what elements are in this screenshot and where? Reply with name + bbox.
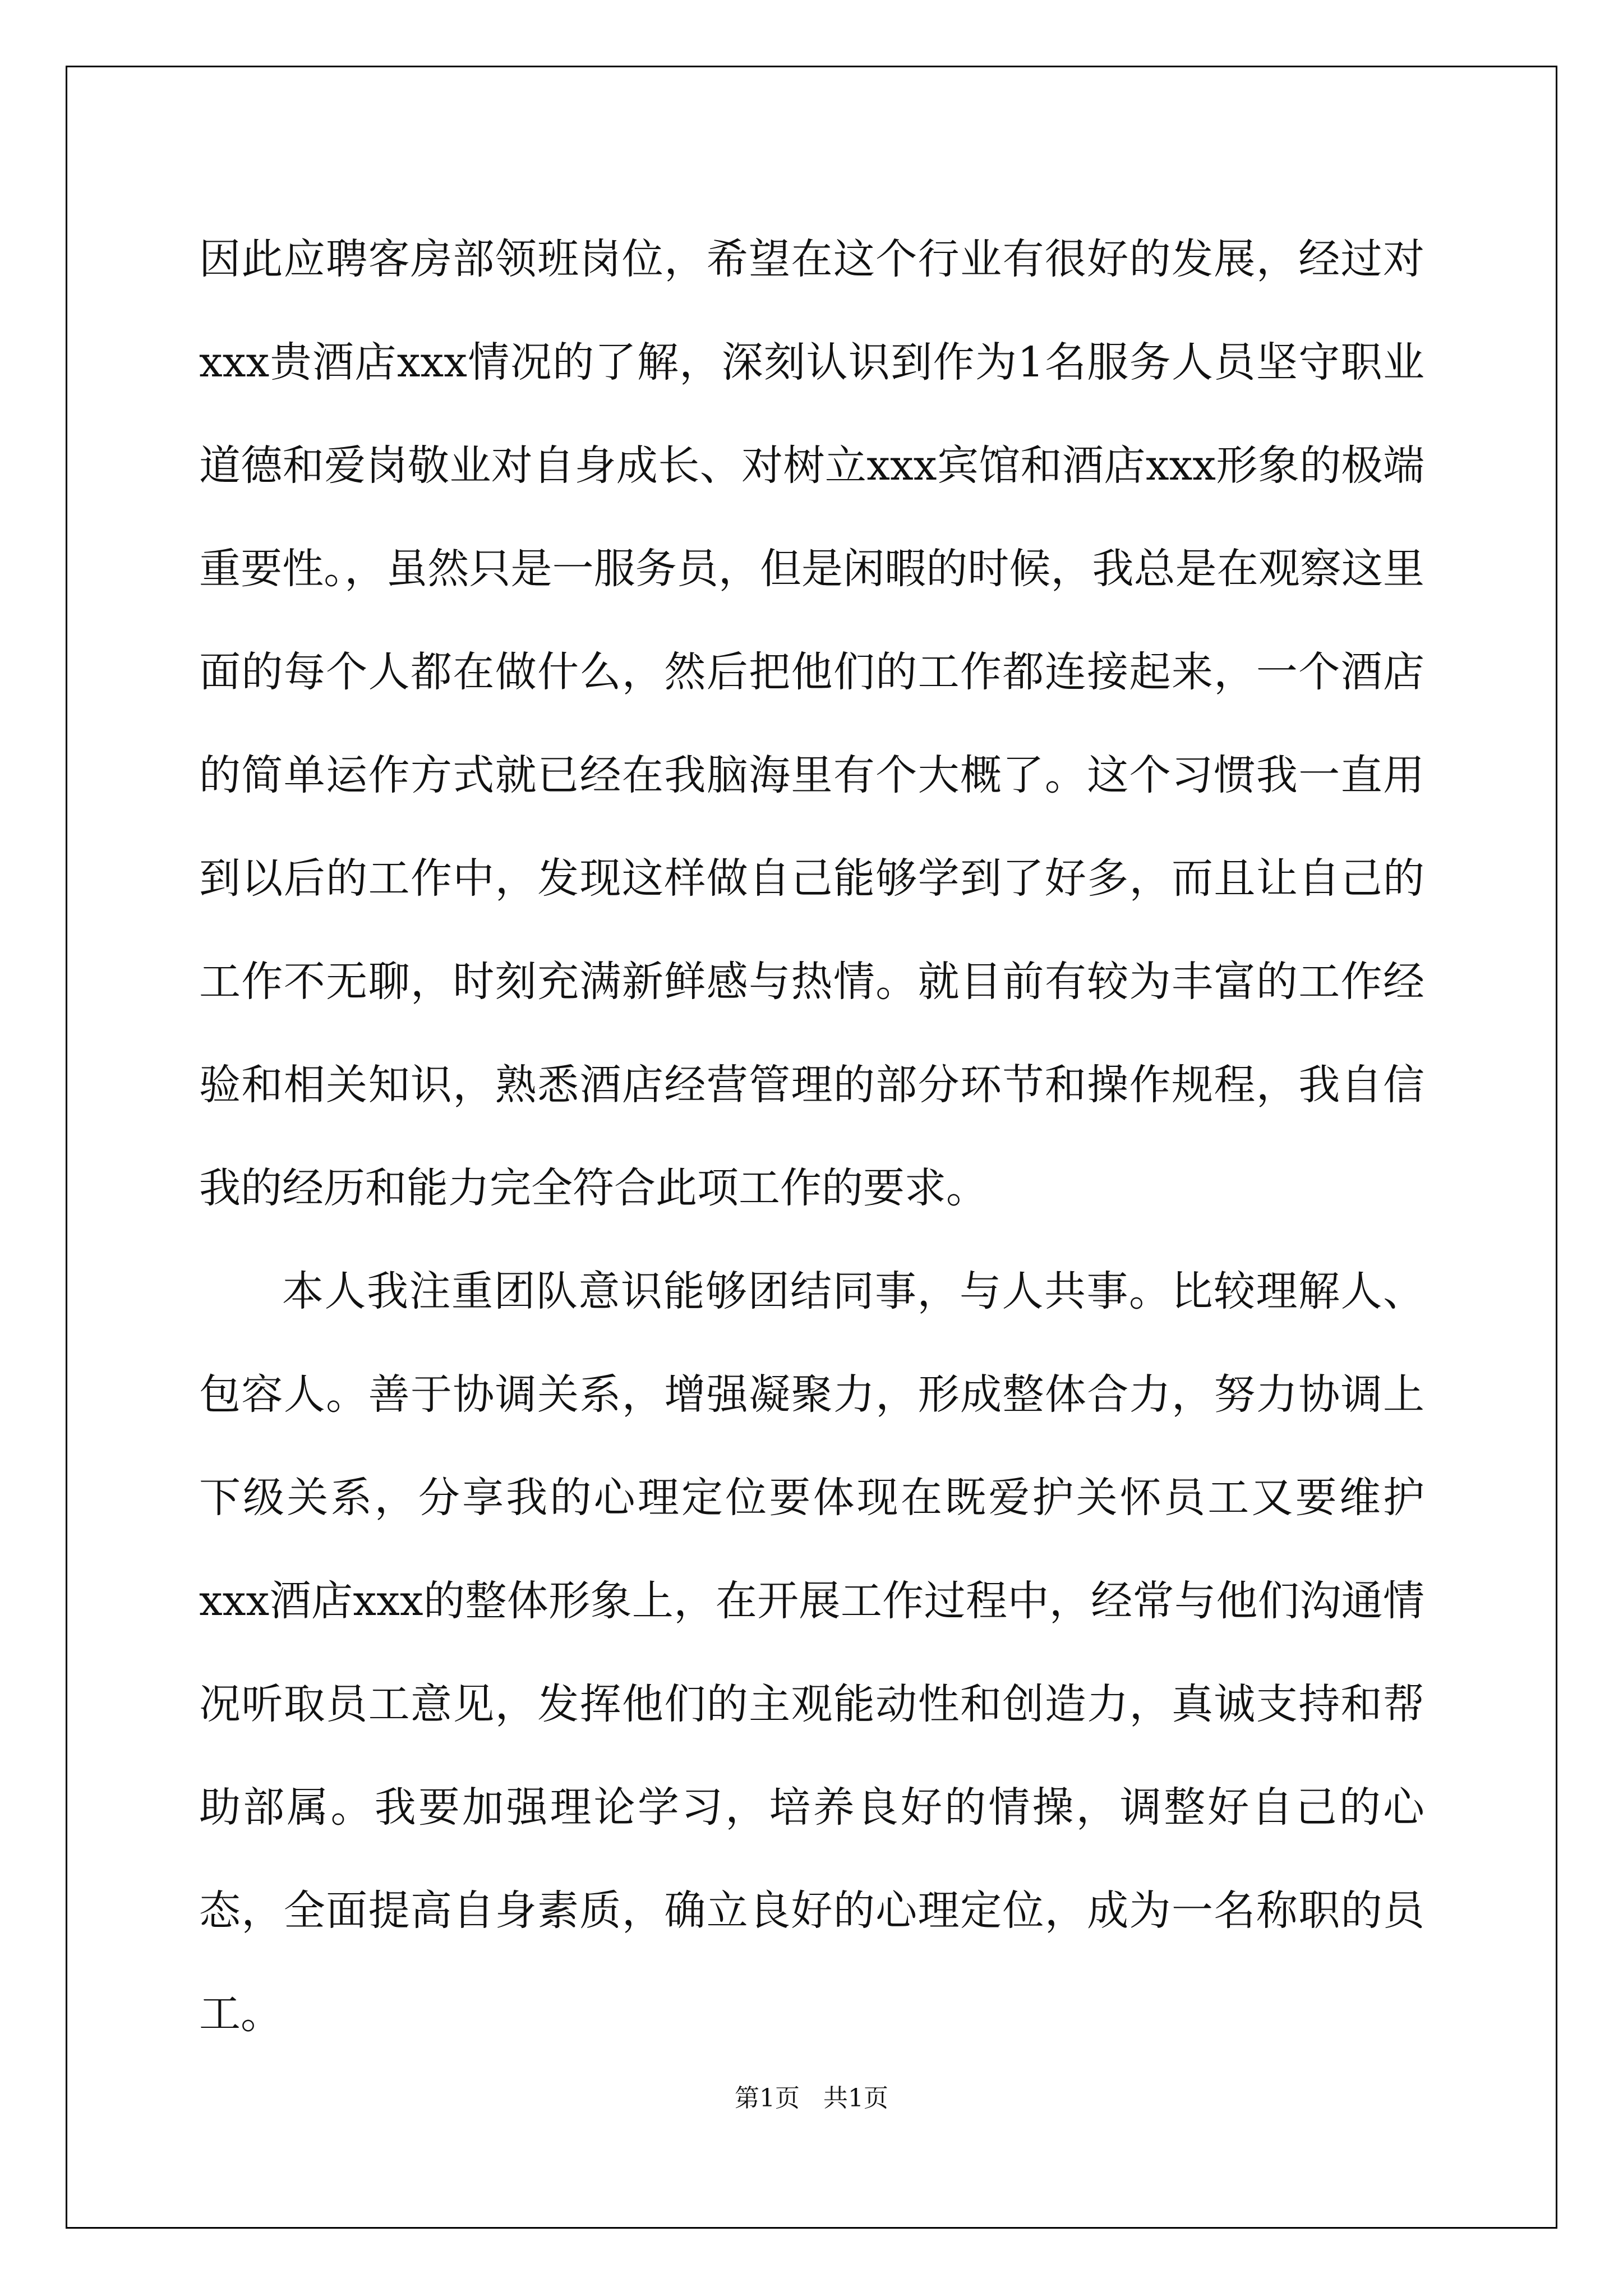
paragraph-2: 本人我注重团队意识能够团结同事，与人共事。比较理解人、包容人。善于协调关系，增强凝聚力，形成整体合力，努力协调上下级关系，分享我的心理定位要体现在既爱护关怀员工又要维护xxx酒店xxx的整体形象上，在开展工作过程中，经常与他们沟通情况听取员工意见，发挥他们的主观能动性和创造力，真诚支持和帮助部属。我要加强理论学习，培养良好的情操，调整好自己的心态，全面提高自身素质，确立良好的心理定位，成为一名称职的员工。 <box>199 1267 1424 2038</box>
document-body <box>199 208 1424 2065</box>
page-footer: 第1页 共1页 <box>735 2084 888 2113</box>
paragraph-1: 因此应聘客房部领班岗位，希望在这个行业有很好的发展，经过对xxx贵酒店xxx情况的了解，深刻认识到作为1名服务人员坚守职业道德和爱岗敬业对自身成长、对树立xxx宾馆和酒店xxx形象的极端重要性。，虽然只是一服务员，但是闲暇的时候，我总是在观察这里面的每个人都在做什么，然后把他们的工作都连接起来，一个酒店的简单运作方式就已经在我脑海里有个大概了。这个习惯我一直用到以后的工作中，发现这样做自己能够学到了好多，而且让自己的工作不无聊，时刻充满新鲜感与热情。就目前有较为丰富的工作经验和相关知识，熟悉酒店经营管理的部分环节和操作规程，我自信我的经历和能力完全符合此项工作的要求。 <box>199 235 1424 1212</box>
